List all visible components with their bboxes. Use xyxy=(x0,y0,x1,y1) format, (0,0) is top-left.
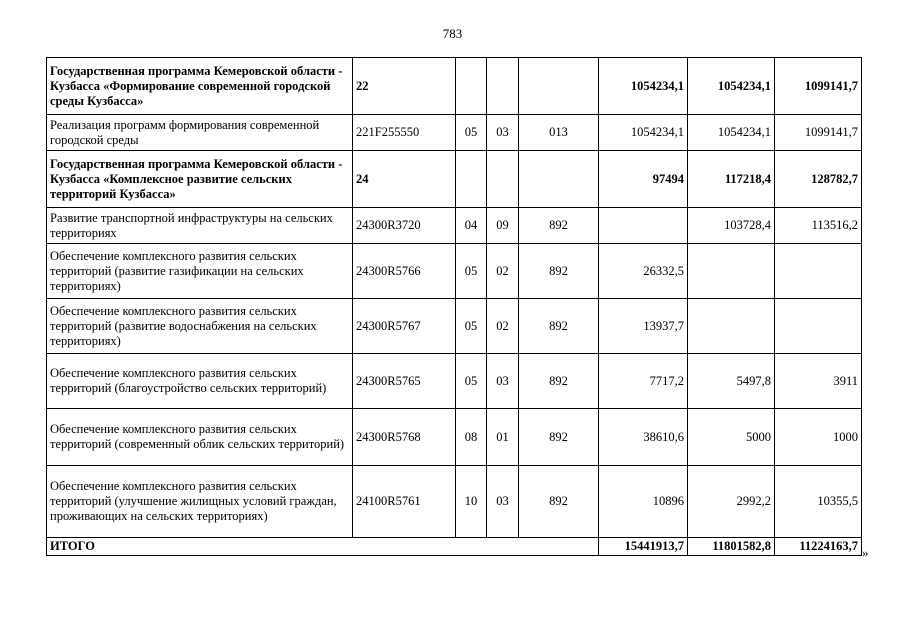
row-name-cell: Обеспечение комплексного развития сельских территорий (развитие водоснабжения на сельских территориях) xyxy=(47,299,353,354)
row-group-cell: 892 xyxy=(519,466,599,538)
row-value-1-cell xyxy=(599,208,688,244)
closing-quote: » xyxy=(862,545,869,560)
row-value-2-cell: 5497,8 xyxy=(688,354,775,409)
row-group-cell: 013 xyxy=(519,115,599,151)
row-value-1-cell: 97494 xyxy=(599,151,688,208)
row-subsection-cell: 03 xyxy=(487,115,519,151)
row-value-2-cell: 5000 xyxy=(688,409,775,466)
row-section-cell: 05 xyxy=(456,299,487,354)
row-value-2-cell: 103728,4 xyxy=(688,208,775,244)
row-code-cell: 24300R5767 xyxy=(353,299,456,354)
row-group-cell xyxy=(519,151,599,208)
row-name-cell: Государственная программа Кемеровской области - Кузбасса «Формирование современной городской среды Кузбасса» xyxy=(47,58,353,115)
row-group-cell: 892 xyxy=(519,299,599,354)
row-value-2-cell xyxy=(688,299,775,354)
row-name-cell: Развитие транспортной инфраструктуры на сельских территориях xyxy=(47,208,353,244)
row-subsection-cell: 03 xyxy=(487,354,519,409)
row-value-2-cell xyxy=(688,244,775,299)
row-subsection-cell: 02 xyxy=(487,299,519,354)
row-section-cell: 10 xyxy=(456,466,487,538)
row-code-cell: 24300R5765 xyxy=(353,354,456,409)
row-code-cell: 24100R5761 xyxy=(353,466,456,538)
row-name-cell: Обеспечение комплексного развития сельских территорий (современный облик сельских территорий) xyxy=(47,409,353,466)
row-value-3-cell: 1000 xyxy=(775,409,862,466)
row-value-1-cell: 38610,6 xyxy=(599,409,688,466)
row-section-cell: 05 xyxy=(456,115,487,151)
total-value-1: 15441913,7 xyxy=(599,538,688,556)
row-subsection-cell: 01 xyxy=(487,409,519,466)
row-name-cell: Государственная программа Кемеровской области - Кузбасса «Комплексное развитие сельских территорий Кузбасса» xyxy=(47,151,353,208)
table-row xyxy=(47,354,862,409)
row-value-1-cell: 1054234,1 xyxy=(599,115,688,151)
row-name-cell: Обеспечение комплексного развития сельских территорий (улучшение жилищных условий граждан, проживающих на сельских территориях) xyxy=(47,466,353,538)
total-value-3: 11224163,7 xyxy=(775,538,862,556)
row-subsection-cell: 02 xyxy=(487,244,519,299)
row-value-3-cell: 1099141,7 xyxy=(775,115,862,151)
budget-table xyxy=(46,57,862,556)
row-value-1-cell: 7717,2 xyxy=(599,354,688,409)
table-row xyxy=(47,115,862,151)
row-value-3-cell xyxy=(775,299,862,354)
row-subsection-cell: 09 xyxy=(487,208,519,244)
row-value-1-cell: 1054234,1 xyxy=(599,58,688,115)
row-subsection-cell: 03 xyxy=(487,466,519,538)
row-value-2-cell: 2992,2 xyxy=(688,466,775,538)
row-code-cell: 24300R5766 xyxy=(353,244,456,299)
total-label: ИТОГО xyxy=(47,538,599,556)
row-group-cell: 892 xyxy=(519,354,599,409)
row-name-cell: Обеспечение комплексного развития сельских территорий (развитие газификации на сельских территориях) xyxy=(47,244,353,299)
row-code-cell: 24 xyxy=(353,151,456,208)
row-subsection-cell xyxy=(487,151,519,208)
table-row xyxy=(47,244,862,299)
row-subsection-cell xyxy=(487,58,519,115)
table-row xyxy=(47,466,862,538)
row-section-cell: 08 xyxy=(456,409,487,466)
row-value-1-cell: 10896 xyxy=(599,466,688,538)
row-section-cell: 04 xyxy=(456,208,487,244)
total-row xyxy=(47,538,862,556)
row-name-cell: Реализация программ формирования современной городской среды xyxy=(47,115,353,151)
table-row xyxy=(47,151,862,208)
row-section-cell xyxy=(456,58,487,115)
row-code-cell: 24300R3720 xyxy=(353,208,456,244)
total-value-2: 11801582,8 xyxy=(688,538,775,556)
row-value-2-cell: 1054234,1 xyxy=(688,115,775,151)
row-value-3-cell: 128782,7 xyxy=(775,151,862,208)
row-value-3-cell xyxy=(775,244,862,299)
row-code-cell: 22 xyxy=(353,58,456,115)
table-row xyxy=(47,299,862,354)
row-value-1-cell: 13937,7 xyxy=(599,299,688,354)
row-group-cell: 892 xyxy=(519,244,599,299)
row-value-2-cell: 117218,4 xyxy=(688,151,775,208)
row-section-cell: 05 xyxy=(456,354,487,409)
row-value-3-cell: 1099141,7 xyxy=(775,58,862,115)
row-name-cell: Обеспечение комплексного развития сельских территорий (благоустройство сельских территорий) xyxy=(47,354,353,409)
row-group-cell: 892 xyxy=(519,208,599,244)
row-group-cell xyxy=(519,58,599,115)
row-value-3-cell: 113516,2 xyxy=(775,208,862,244)
row-section-cell xyxy=(456,151,487,208)
table-row xyxy=(47,58,862,115)
row-value-3-cell: 3911 xyxy=(775,354,862,409)
row-value-1-cell: 26332,5 xyxy=(599,244,688,299)
row-section-cell: 05 xyxy=(456,244,487,299)
row-value-3-cell: 10355,5 xyxy=(775,466,862,538)
page-number: 783 xyxy=(442,26,463,41)
table-row xyxy=(47,208,862,244)
row-code-cell: 221F255550 xyxy=(353,115,456,151)
table-row xyxy=(47,409,862,466)
row-value-2-cell: 1054234,1 xyxy=(688,58,775,115)
row-code-cell: 24300R5768 xyxy=(353,409,456,466)
row-group-cell: 892 xyxy=(519,409,599,466)
